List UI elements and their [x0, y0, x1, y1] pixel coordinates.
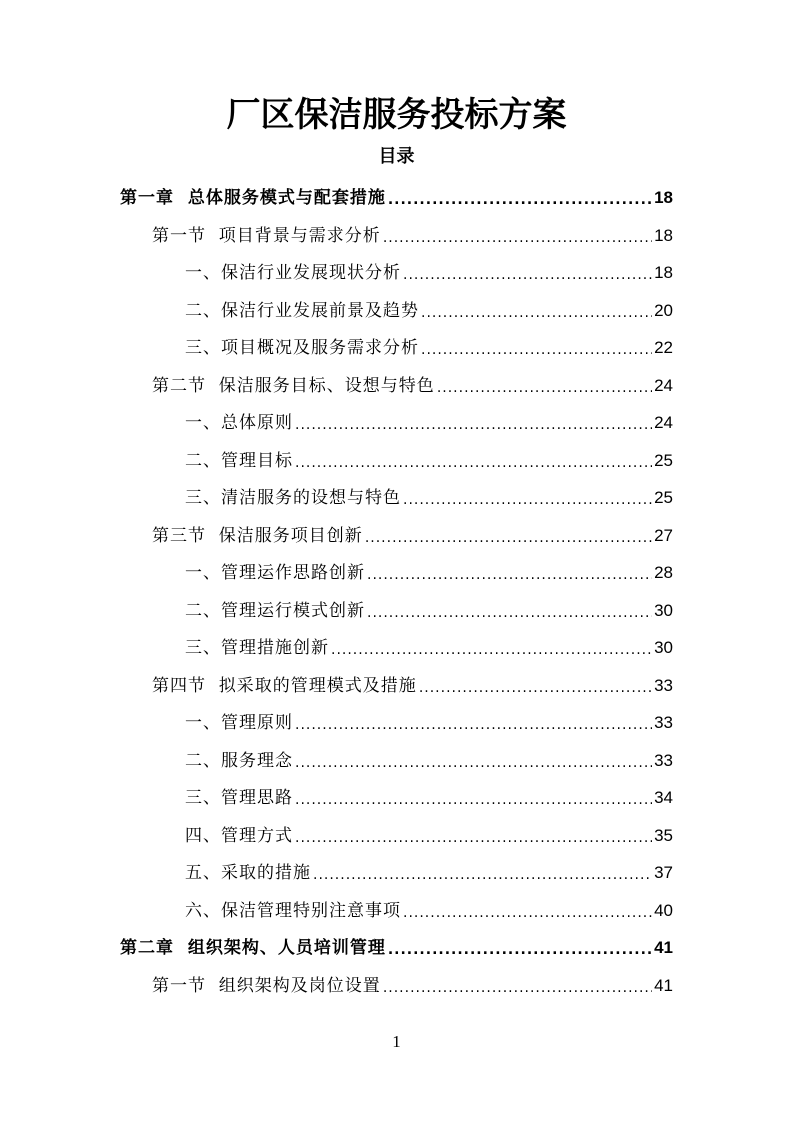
- toc-entry-label: 第四节 拟采取的管理模式及措施: [152, 675, 417, 696]
- toc-entry[interactable]: [185, 446, 673, 476]
- toc-leader-dots: [331, 637, 652, 663]
- toc-entry[interactable]: [185, 596, 673, 626]
- toc-entry-page: 20: [654, 300, 673, 320]
- toc-leader-dots: [313, 862, 652, 888]
- toc-entry-label: 三、管理措施创新: [185, 638, 329, 658]
- toc-entry-label: 二、管理目标: [185, 450, 293, 471]
- toc-leader-dots: [295, 412, 652, 438]
- toc-entry-page: 25: [654, 450, 673, 470]
- toc-entry-page: 40: [654, 900, 673, 920]
- toc-entry-label: 一、管理运作思路创新: [185, 563, 365, 583]
- toc-entry-page: 41: [654, 938, 673, 957]
- toc-leader-dots: [367, 600, 652, 626]
- toc-entry-page: 35: [654, 825, 673, 845]
- toc-entry-page: 18: [654, 188, 673, 207]
- toc-leader-dots: [383, 225, 652, 251]
- toc-entry-page: 27: [654, 525, 673, 545]
- toc-entry-page: 28: [654, 563, 673, 582]
- toc-entry-page: 33: [654, 750, 673, 770]
- toc-entry[interactable]: [120, 183, 673, 213]
- toc-entry-label: 第一章 总体服务模式与配套措施: [120, 188, 386, 208]
- toc-entry-label: 第二节 保洁服务目标、设想与特色: [152, 375, 435, 396]
- toc-entry-page: 25: [654, 488, 673, 507]
- toc-entry-label: 二、管理运行模式创新: [185, 600, 365, 621]
- toc-leader-dots: [403, 487, 652, 513]
- toc-leader-dots: [365, 525, 652, 551]
- toc-entry[interactable]: [152, 971, 673, 1001]
- toc-entry[interactable]: [185, 783, 673, 813]
- toc-entry-label: 四、管理方式: [185, 825, 293, 846]
- toc-entry[interactable]: [185, 558, 673, 588]
- toc-entry-page: 37: [654, 863, 673, 882]
- toc-entry[interactable]: [185, 746, 673, 776]
- toc-entry-page: 18: [654, 263, 673, 282]
- page-number: 1: [392, 1032, 401, 1051]
- toc-entry-label: 一、管理原则: [185, 713, 293, 733]
- toc-leader-dots: [403, 262, 652, 288]
- toc-leader-dots: [403, 900, 652, 926]
- toc-entry[interactable]: [185, 896, 673, 926]
- toc-leader-dots: [388, 187, 652, 213]
- toc-entry-page: 22: [654, 338, 673, 357]
- document-title: 厂区保洁服务投标方案: [226, 95, 567, 135]
- toc-entry[interactable]: [185, 858, 673, 888]
- toc-entry-page: 30: [654, 638, 673, 657]
- toc-entry-page: 41: [654, 975, 673, 995]
- toc-leader-dots: [437, 375, 652, 401]
- toc-entry-label: 三、清洁服务的设想与特色: [185, 488, 401, 508]
- toc-entry[interactable]: [185, 408, 673, 438]
- toc-entry[interactable]: [185, 483, 673, 513]
- toc-entry[interactable]: [185, 821, 673, 851]
- toc-entry-page: 24: [654, 413, 673, 432]
- toc-entry[interactable]: [120, 933, 673, 963]
- toc-leader-dots: [295, 825, 652, 851]
- toc-entry[interactable]: [185, 708, 673, 738]
- toc-entry-label: 第一节 组织架构及岗位设置: [152, 975, 381, 996]
- toc-leader-dots: [295, 787, 652, 813]
- toc-leader-dots: [295, 750, 652, 776]
- toc-entry-label: 第一节 项目背景与需求分析: [152, 225, 381, 246]
- toc-entry[interactable]: [152, 221, 673, 251]
- toc-entry[interactable]: [185, 258, 673, 288]
- toc-entry-label: 一、保洁行业发展现状分析: [185, 263, 401, 283]
- toc-entry[interactable]: [152, 371, 673, 401]
- toc-entry-page: 33: [654, 713, 673, 732]
- toc-entry-label: 一、总体原则: [185, 413, 293, 433]
- toc-entry-label: 二、服务理念: [185, 750, 293, 771]
- toc-leader-dots: [388, 937, 652, 963]
- toc-entry-page: 34: [654, 788, 673, 807]
- toc-entry-label: 二、保洁行业发展前景及趋势: [185, 300, 419, 321]
- toc-entry-label: 五、采取的措施: [185, 863, 311, 883]
- toc-entry-page: 30: [654, 600, 673, 620]
- toc-leader-dots: [295, 712, 652, 738]
- toc-leader-dots: [295, 450, 652, 476]
- toc-entry[interactable]: [152, 521, 673, 551]
- toc-entry-page: 18: [654, 225, 673, 245]
- toc-entry-label: 三、管理思路: [185, 788, 293, 808]
- toc-leader-dots: [367, 562, 652, 588]
- toc-entry-label: 三、项目概况及服务需求分析: [185, 338, 419, 358]
- toc-entry-page: 24: [654, 375, 673, 395]
- toc-entry-label: 第二章 组织架构、人员培训管理: [120, 938, 386, 958]
- toc-entry[interactable]: [185, 296, 673, 326]
- toc-entry-label: 第三节 保洁服务项目创新: [152, 525, 363, 546]
- toc-heading: 目录: [378, 146, 415, 167]
- toc-entry[interactable]: [152, 671, 673, 701]
- toc-leader-dots: [421, 300, 652, 326]
- toc-entry-page: 33: [654, 675, 673, 695]
- toc-entry[interactable]: [185, 633, 673, 663]
- toc-leader-dots: [383, 975, 652, 1001]
- toc-leader-dots: [419, 675, 652, 701]
- toc-entry-label: 六、保洁管理特别注意事项: [185, 900, 401, 921]
- toc-leader-dots: [421, 337, 652, 363]
- toc-entry[interactable]: [185, 333, 673, 363]
